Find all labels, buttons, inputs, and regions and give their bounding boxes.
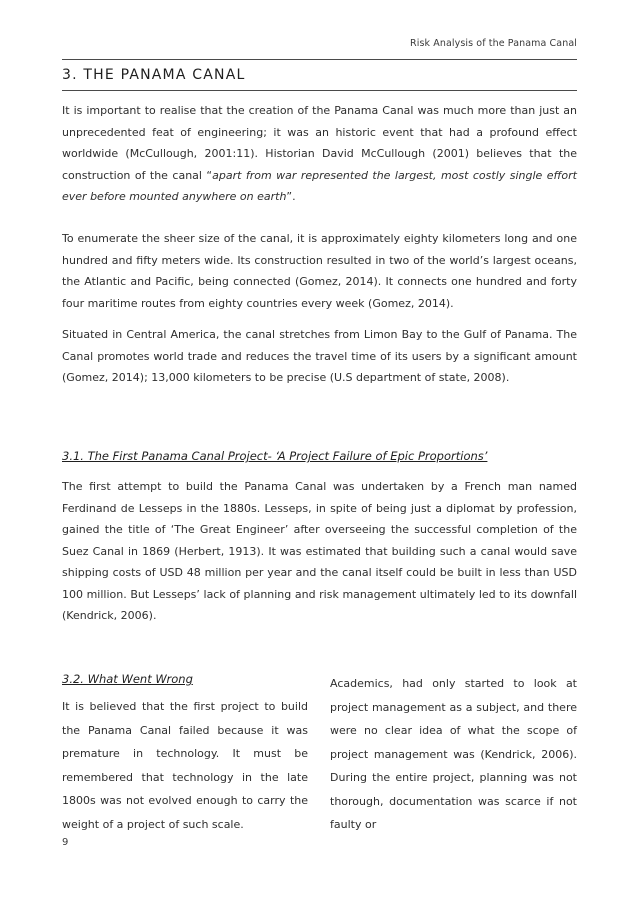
- paragraph-intro-quote: apart from war represented the largest, most costly single effort ever before mounted anywhere on earth: [62, 168, 577, 203]
- right-column-paragraph: Academics, had only started to look at project management as a subject, and there were no clear idea of what the scope of project management was (Kendrick, 2006). During the entire project, planning was not thorough, documentation was scarce if not faulty or: [330, 677, 577, 831]
- paragraph-size: [62, 228, 577, 314]
- page-number: 9: [62, 837, 69, 848]
- paragraph-intro-text: [62, 100, 577, 208]
- header-rule: [62, 59, 577, 60]
- running-header: Risk Analysis of the Panama Canal: [410, 38, 577, 49]
- paragraph-location-text: Situated in Central America, the canal stretches from Limon Bay to the Gulf of Panama. The Canal promotes world trade and reduces the travel time of its users by a significant amount (Gomez, 2014); 13,000 kilometers to be precise (U.S department of state, 2008).: [62, 328, 577, 384]
- paragraph-size-text: To enumerate the sheer size of the canal, it is approximately eighty kilometers long and one hundred and fifty meters wide. Its construction resulted in two of the world’s largest oceans, the Atlantic and Pacific, being connected (Gomez, 2014). It connects one hundred and forty four maritime routes from eighty countries every week (Gomez, 2014).: [62, 232, 577, 310]
- paragraph-first-project-text: The first attempt to build the Panama Canal was undertaken by a French man named Ferdinand de Lesseps in the 1880s. Lesseps, in spite of being just a diplomat by profession, gained the title of ‘The Great Engineer’ after overseeing the successful completion of the Suez Canal in 1869 (Herbert, 1913). It was estimated that building such a canal would save shipping costs of USD 48 million per year and the canal itself could be built in less than USD 100 million. But Lesseps’ lack of planning and risk management ultimately led to its downfall (Kendrick, 2006).: [62, 480, 577, 622]
- section-heading-rule: [62, 90, 577, 91]
- document-page: [62, 0, 577, 903]
- paragraph-intro-lead: It is important to realise that the creation of the Panama Canal was much more than just an unprecedented feat of engineering; it was an historic event that had a profound effect worldwide (McCullough, 2001:11). Historian David McCullough (2001) believes that the construction of the canal “: [62, 104, 577, 182]
- left-column: [62, 672, 308, 836]
- paragraph-first-project: [62, 476, 577, 627]
- paragraph-intro-tail: ”.: [286, 190, 296, 203]
- paragraph-intro: [62, 100, 577, 208]
- subsection-heading-what-went-wrong: 3.2. What Went Wrong: [62, 672, 193, 686]
- subsection-heading-first-project: 3.1. The First Panama Canal Project- ‘A Project Failure of Epic Proportions’: [62, 449, 488, 463]
- section-heading: 3. THE PANAMA CANAL: [62, 67, 246, 83]
- left-column-paragraph: It is believed that the first project to build the Panama Canal failed because it was premature in technology. It must be remembered that technology in the late 1800s was not evolved enough to carry the weight of a project of such scale.: [62, 700, 308, 831]
- paragraph-location: [62, 324, 577, 389]
- right-column: [330, 672, 577, 837]
